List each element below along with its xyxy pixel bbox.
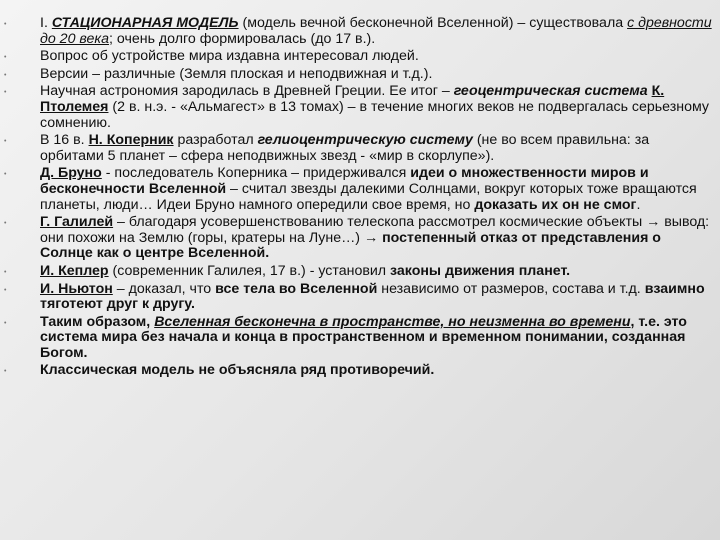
text-segment: Научная астрономия зародилась в Древней Греции. Ее итог – [40, 83, 454, 100]
bullet-icon: • [4, 89, 7, 97]
bullet-icon: • [4, 171, 7, 179]
list-item [0, 84, 715, 131]
text-segment: геоцентрическая система [453, 83, 648, 100]
text-segment: (современник Галилея, 17 в.) - установил [108, 262, 391, 279]
text-segment: Вопрос об устройстве мира издавна интересовал людей. [40, 48, 419, 65]
text-segment: (2 в. н.э. - «Альмагест» в 13 томах) – в течение многих веков не подвергалась серьезному сомнению. [40, 98, 709, 131]
list-item [0, 133, 715, 164]
text-segment: И. Ньютон [40, 280, 113, 297]
text-segment: К. Птолемея [40, 83, 665, 115]
text-segment: , т.е. это система мира без начала и конца в пространственном и временном понимании, созданная Богом. [40, 313, 687, 361]
list-item [0, 67, 715, 83]
text-segment: Вселенная бесконечна в пространстве, но неизменна во времени [154, 313, 631, 330]
text-segment: идеи о множественности миров и бесконечности Вселенной [40, 165, 649, 197]
text-segment: все тела во Вселенной [215, 280, 378, 297]
text-segment: – доказал, что [112, 280, 216, 297]
text-segment: - последователь Коперника – придерживался [101, 165, 411, 182]
text-segment: – считал звезды далекими Солнцами, вокруг которых тоже вращаются планеты, люди… Идеи Бруно намного опередили свое время, но [40, 180, 697, 213]
bullet-icon: • [4, 21, 7, 28]
text-segment: гелиоцентрическую систему [257, 132, 473, 149]
list-item [0, 215, 715, 262]
bullet-icon: • [4, 319, 7, 327]
text-segment: Н. Коперник [88, 132, 174, 149]
text-segment: с древности до 20 века [40, 15, 712, 47]
text-segment: Классическая модель не объясняла ряд противоречий. [40, 362, 435, 379]
text-segment: I. [40, 15, 52, 31]
text-segment: Версии – различные (Земля плоская и неподвижная и т.д.). [40, 65, 433, 82]
bullet-icon: • [4, 268, 7, 276]
list-item [0, 16, 715, 47]
bullet-icon: • [4, 138, 7, 146]
text-segment: Таким образом, [40, 313, 155, 330]
bullet-icon: • [4, 220, 7, 228]
text-segment: Г. Галилей [40, 214, 114, 231]
list-item [0, 166, 715, 213]
list-item [0, 363, 715, 379]
list-item [0, 49, 715, 65]
bullet-icon: • [4, 71, 7, 79]
text-segment: независимо от размеров, состава и т.д. [377, 280, 645, 297]
text-segment: . [636, 196, 641, 213]
text-segment: – благодаря усовершенствованию телескопа рассмотрел космические объекты → вывод: они похожи на Землю (горы, кратеры на Луне…) → [40, 214, 710, 246]
text-segment: В 16 в. [40, 132, 89, 149]
text-segment: разработал [173, 132, 258, 149]
list-item [0, 264, 715, 280]
bullet-icon: • [4, 368, 7, 376]
text-segment: (модель вечной бесконечной Вселенной) – существовала [238, 15, 628, 31]
text-segment: СТАЦИОНАРНАЯ МОДЕЛЬ [51, 15, 239, 31]
bullet-list [0, 16, 715, 381]
bullet-icon: • [4, 54, 7, 62]
text-segment: ; очень долго формировалась (до 17 в.). [108, 30, 376, 47]
text-segment: Д. Бруно [40, 165, 102, 182]
text-segment: доказать их он не смог [474, 196, 637, 213]
text-segment: И. Кеплер [40, 262, 109, 279]
text-segment: взаимно тяготеют друг к другу. [40, 280, 705, 313]
list-item [0, 282, 715, 313]
bullet-icon: • [4, 286, 7, 294]
text-segment: законы движения планет. [390, 262, 571, 279]
text-segment: (не во всем правильна: за орбитами 5 планет – сфера неподвижных звезд - «мир в скорлупе»). [40, 132, 650, 164]
text-segment: постепенный отказ от представления о Солнце как о центре Вселенной. [40, 229, 661, 262]
list-item [0, 315, 715, 362]
